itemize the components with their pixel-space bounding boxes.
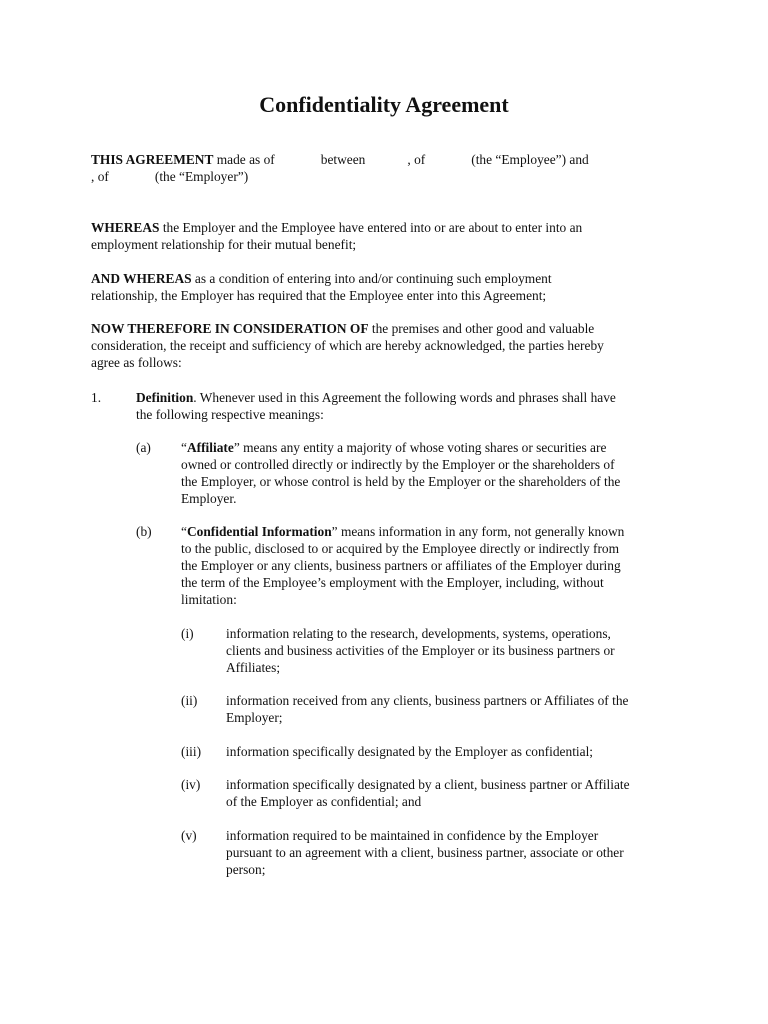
intro-line-1 xyxy=(91,151,681,168)
intro-line-2 xyxy=(91,168,681,185)
sub-iii-line-1: information specifically designated by the Employer as confidential; xyxy=(226,744,594,759)
now-therefore-line-1: the premises and other good and valuable xyxy=(368,321,595,336)
intro-made-as-of: made as of xyxy=(213,152,275,167)
sub-iv-line-2: of the Employer as confidential; and xyxy=(226,794,422,809)
whereas-paragraph xyxy=(91,219,681,253)
item-a-affiliate xyxy=(181,439,681,507)
whereas-line-1: the Employer and the Employee have entered into or are about to enter into an xyxy=(159,220,583,235)
now-therefore-paragraph xyxy=(91,320,681,371)
item-b-confidential-information xyxy=(181,523,681,608)
item-b-open-quote: “ xyxy=(181,524,187,539)
document-title: Confidentiality Agreement xyxy=(259,92,509,117)
sub-iii-item xyxy=(226,743,681,760)
sub-i-line-2: clients and business activities of the Employer or its business partners or xyxy=(226,643,615,658)
item-a-line-1: ” means any entity a majority of whose voting shares or securities are xyxy=(233,440,607,455)
sub-iv-item xyxy=(226,776,681,810)
item-b-line-3: the Employer or any clients, business partners or affiliates of the Employer during xyxy=(181,558,621,573)
intro-line2-comma-of: , of xyxy=(91,169,109,184)
and-whereas-lead: AND WHEREAS xyxy=(91,271,192,286)
item-b-line-5: limitation: xyxy=(181,592,237,607)
intro-paragraph xyxy=(91,151,681,185)
sub-iii-marker: (iii) xyxy=(181,744,202,759)
sub-i-line-1: information relating to the research, developments, systems, operations, xyxy=(226,626,611,641)
item-b-line-1: ” means information in any form, not generally known xyxy=(331,524,625,539)
whereas-line-2: employment relationship for their mutual benefit; xyxy=(91,237,357,252)
and-whereas-line-1: as a condition of entering into and/or continuing such employment xyxy=(191,271,552,286)
item-a-line-3: the Employer, or whose control is held by the Employer or the shareholders of the xyxy=(181,474,621,489)
employer-tag: (the “Employer”) xyxy=(154,169,249,184)
sub-v-line-3: person; xyxy=(226,862,266,877)
item-a-line-4: Employer. xyxy=(181,491,237,506)
sub-i-marker: (i) xyxy=(181,626,194,641)
sub-v-line-1: information required to be maintained in confidence by the Employer xyxy=(226,828,599,843)
intro-lead: THIS AGREEMENT xyxy=(91,152,214,167)
sub-v-item xyxy=(226,827,681,878)
item-a-line-2: owned or controlled directly or indirectly by the Employer or the shareholders of xyxy=(181,457,615,472)
sub-ii-line-1: information received from any clients, business partners or Affiliates of the xyxy=(226,693,629,708)
and-whereas-line-2: relationship, the Employer has required that the Employee enter into this Agreement; xyxy=(91,288,547,303)
affiliate-term: Affiliate xyxy=(186,440,234,455)
sub-i-line-3: Affiliates; xyxy=(226,660,281,675)
section-line-2: the following respective meanings: xyxy=(136,407,324,422)
item-b-line-4: the term of the Employee’s employment with the Employer, including, without xyxy=(181,575,604,590)
sub-ii-marker: (ii) xyxy=(181,693,198,708)
sub-ii-line-2: Employer; xyxy=(226,710,283,725)
sub-ii-item xyxy=(226,692,681,726)
employee-tag: (the “Employee”) and xyxy=(471,152,589,167)
intro-between: between xyxy=(320,152,366,167)
whereas-lead: WHEREAS xyxy=(91,220,160,235)
sub-i-item xyxy=(226,625,681,676)
section-number: 1. xyxy=(91,390,102,405)
sub-v-marker: (v) xyxy=(181,828,197,843)
item-a-open-quote: “ xyxy=(181,440,187,455)
section-heading: Definition xyxy=(136,390,194,405)
sub-v-line-2: pursuant to an agreement with a client, business partner, associate or other xyxy=(226,845,624,860)
now-therefore-lead: NOW THEREFORE IN CONSIDERATION OF xyxy=(91,321,369,336)
item-b-line-2: to the public, disclosed to or acquired by the Employee directly or indirectly from xyxy=(181,541,620,556)
now-therefore-line-3: agree as follows: xyxy=(91,355,182,370)
item-a-marker: (a) xyxy=(136,440,151,455)
section-definition xyxy=(136,389,681,423)
now-therefore-line-2: consideration, the receipt and sufficiency of which are hereby acknowledged, the parties hereby xyxy=(91,338,604,353)
section-line-1: . Whenever used in this Agreement the following words and phrases shall have xyxy=(193,390,616,405)
item-b-marker: (b) xyxy=(136,524,152,539)
and-whereas-paragraph xyxy=(91,270,681,304)
confidential-information-term: Confidential Information xyxy=(186,524,332,539)
sub-iv-marker: (iv) xyxy=(181,777,201,792)
sub-iv-line-1: information specifically designated by a client, business partner or Affiliate xyxy=(226,777,630,792)
intro-comma-of: , of xyxy=(407,152,426,167)
